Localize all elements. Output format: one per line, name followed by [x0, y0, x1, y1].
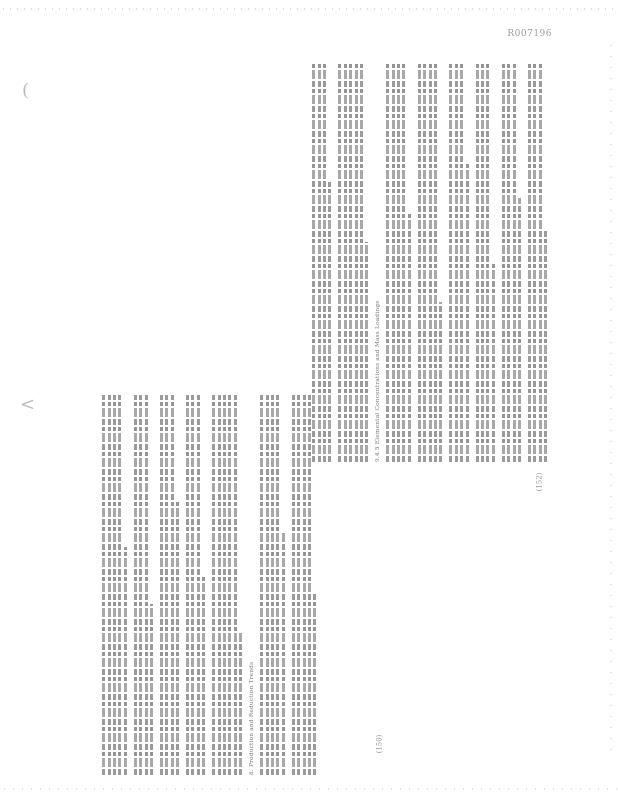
- text-paragraph: [386, 62, 411, 462]
- text-paragraph: [338, 62, 368, 462]
- scan-edge-dots-top: [0, 8, 618, 10]
- text-paragraph: [476, 62, 495, 462]
- binder-hole-icon: <: [20, 394, 36, 415]
- document-id: R007196: [507, 29, 552, 39]
- text-paragraph: [502, 62, 521, 462]
- text-paragraph: [418, 62, 443, 462]
- text-paragraph: [186, 395, 205, 775]
- text-paragraph: [292, 395, 317, 775]
- section-heading: 8. Production and Reduction Trends: [249, 661, 256, 775]
- scan-edge-dots-right: [610, 40, 612, 760]
- section-heading: 9.4.5 Elemental Concentrations and Mass Loadings: [375, 300, 382, 462]
- text-paragraph: [160, 395, 179, 775]
- text-paragraph: [102, 395, 127, 775]
- page-number: (150): [375, 734, 384, 754]
- text-paragraph: [528, 62, 547, 462]
- text-paragraph: [260, 395, 285, 775]
- page-number: (152): [535, 472, 544, 492]
- right-text-column: [310, 62, 500, 462]
- scan-edge-dots-bottom: [0, 788, 618, 790]
- left-text-column: [100, 395, 300, 775]
- text-paragraph: [134, 395, 153, 775]
- text-paragraph: [449, 62, 468, 462]
- binder-hole-icon: (: [22, 80, 30, 101]
- text-paragraph: [212, 395, 242, 775]
